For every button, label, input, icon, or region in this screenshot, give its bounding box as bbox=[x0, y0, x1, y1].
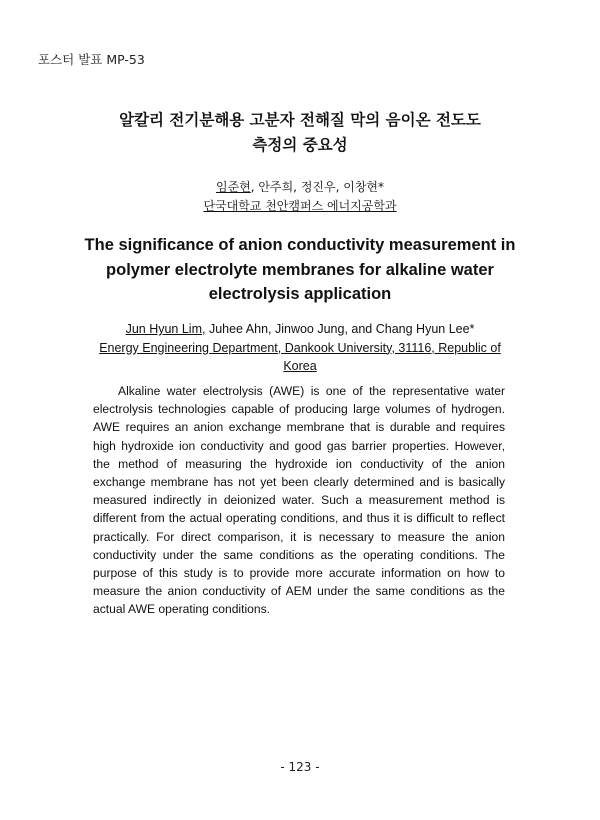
korean-title-line-2: 측정의 중요성 bbox=[252, 136, 348, 154]
english-first-author: Jun Hyun Lim bbox=[125, 322, 202, 336]
english-title-line-3: electrolysis application bbox=[208, 285, 392, 303]
page-number: - 123 - bbox=[280, 760, 320, 774]
english-affiliation: Energy Engineering Department, Dankook University, 31116, Republic of Korea bbox=[99, 340, 501, 373]
english-author-block bbox=[90, 320, 510, 376]
korean-first-author: 임준현 bbox=[216, 180, 251, 194]
korean-author-block bbox=[60, 178, 540, 216]
english-title bbox=[80, 233, 520, 307]
english-authors bbox=[90, 320, 510, 339]
abstract-body: Alkaline water electrolysis (AWE) is one of the representative water electrolysis technologies capable of producing large volumes of hydrogen. AWE requires an anion exchange membrane that is durable and requires high hydroxide ion conductivity and good gas barrier properties. However, the method of measuring the hydroxide ion conductivity of the anion exchange membrane has not yet been clearly determined and is basically measured indirectly in deionized water. Such a measurement method is different from the actual operating conditions, and thus it is difficult to reflect practically. For direct comparison, it is necessary to measure the anion conductivity under the same conditions as the operating conditions. The purpose of this study is to provide more accurate information on how to measure the anion conductivity of AEM under the same conditions as the actual AWE operating conditions. bbox=[93, 384, 505, 617]
korean-coauthors: , 안주희, 정진우, 이창현* bbox=[250, 180, 384, 194]
session-label: 포스터 발표 MP-53 bbox=[38, 52, 145, 67]
english-title-line-1: The significance of anion conductivity measurement in bbox=[84, 236, 516, 254]
korean-authors bbox=[60, 178, 540, 197]
korean-affiliation: 단국대학교 천안캠퍼스 에너지공학과 bbox=[203, 199, 397, 213]
korean-title-line-1: 알칼리 전기분해용 고분자 전해질 막의 음이온 전도도 bbox=[119, 111, 481, 129]
english-title-line-2: polymer electrolyte membranes for alkaline water bbox=[106, 260, 494, 279]
korean-title bbox=[60, 108, 540, 158]
english-coauthors: , Juhee Ahn, Jinwoo Jung, and Chang Hyun Lee* bbox=[202, 322, 475, 336]
